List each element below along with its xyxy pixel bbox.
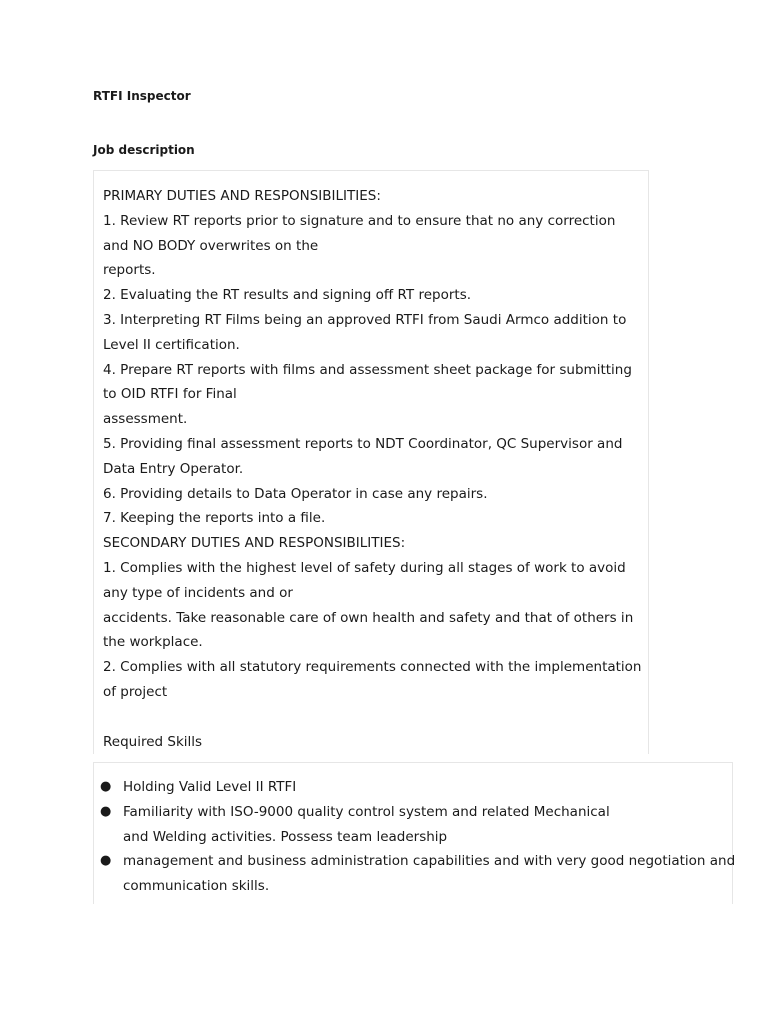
description-line: 1. Review RT reports prior to signature and to ensure that no any correction	[103, 212, 616, 229]
description-line: 7. Keeping the reports into a file.	[103, 510, 326, 527]
bullet-icon: ●	[100, 803, 112, 819]
description-line: 6. Providing details to Data Operator in case any repairs.	[103, 485, 488, 502]
skill-text: Familiarity with ISO-9000 quality control system and related Mechanical	[123, 803, 610, 820]
description-line: 1. Complies with the highest level of safety during all stages of work to avoid	[103, 559, 626, 576]
skill-item	[94, 775, 732, 800]
skill-item	[94, 849, 736, 874]
description-line: reports.	[103, 262, 156, 279]
bullet-icon: ●	[100, 779, 112, 794]
blank-line	[103, 705, 639, 730]
description-line: accidents. Take reasonable care of own health and safety and that of others in	[103, 609, 634, 626]
job-title: RTFI Inspector	[93, 89, 191, 103]
primary-duties-heading: PRIMARY DUTIES AND RESPONSIBILITIES:	[103, 188, 381, 204]
skill-text: communication skills.	[123, 878, 270, 895]
job-description-heading: Job description	[93, 143, 195, 157]
description-line: 3. Interpreting RT Films being an approved RTFI from Saudi Armco addition to	[103, 311, 627, 328]
job-description-box	[93, 170, 649, 754]
description-line: Data Entry Operator.	[103, 460, 244, 477]
description-line: Level II certification.	[103, 336, 240, 353]
description-line: assessment.	[103, 411, 188, 428]
skill-text: and Welding activities. Possess team leadership	[123, 828, 448, 845]
bullet-icon: ●	[100, 853, 112, 869]
required-skills-heading: Required Skills	[103, 733, 203, 750]
skill-text: management and business administration capabilities and with very good negotiation and	[123, 853, 736, 870]
description-line: to OID RTFI for Final	[103, 386, 237, 403]
skill-continuation	[94, 874, 732, 899]
skill-item	[94, 800, 732, 825]
skill-continuation	[94, 825, 732, 850]
skill-text: Holding Valid Level II RTFI	[123, 779, 297, 795]
description-line: of project	[103, 683, 168, 700]
required-skills-box	[93, 762, 736, 904]
description-line: 5. Providing final assessment reports to NDT Coordinator, QC Supervisor and	[103, 435, 623, 452]
description-line: 4. Prepare RT reports with films and assessment sheet package for submitting	[103, 361, 632, 378]
description-line: the workplace.	[103, 634, 203, 651]
description-line: 2. Complies with all statutory requirements connected with the implementation	[103, 659, 642, 676]
description-line: any type of incidents and or	[103, 584, 293, 601]
description-line: 2. Evaluating the RT results and signing off RT reports.	[103, 287, 472, 304]
description-line: and NO BODY overwrites on the	[103, 237, 319, 254]
secondary-duties-heading: SECONDARY DUTIES AND RESPONSIBILITIES:	[103, 535, 406, 552]
